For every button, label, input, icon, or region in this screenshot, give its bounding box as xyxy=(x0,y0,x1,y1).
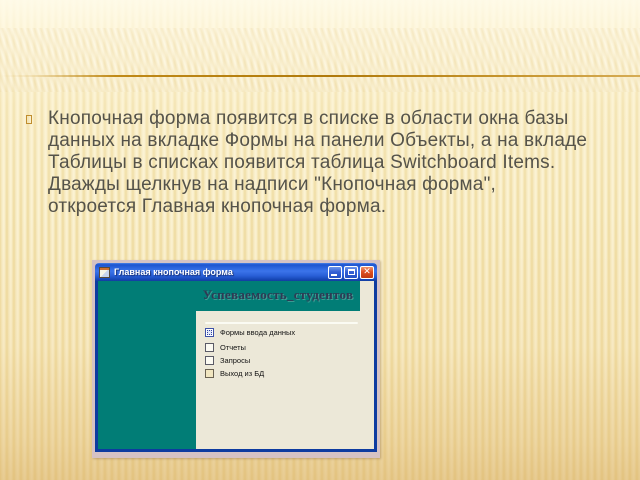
menu-item-data-entry-forms[interactable] xyxy=(205,326,295,338)
bullet-item xyxy=(26,108,611,218)
switchboard-body xyxy=(95,281,377,452)
screenshot-frame xyxy=(92,260,380,458)
minimize-button[interactable] xyxy=(328,266,342,279)
menu-item-exit-db[interactable] xyxy=(205,367,264,379)
menu-item-queries[interactable] xyxy=(205,354,250,366)
bullet-line: откроется Главная кнопочная форма. xyxy=(48,196,387,217)
menu-item-label: Выход из БД xyxy=(220,368,265,378)
menu-button-icon[interactable] xyxy=(205,328,214,337)
menu-item-label: Формы ввода данных xyxy=(220,327,296,337)
menu-separator-line xyxy=(205,322,358,324)
window-title: Главная кнопочная форма xyxy=(114,267,233,277)
bullet-marker-icon xyxy=(26,115,32,124)
body-text-block xyxy=(26,108,611,218)
window-controls xyxy=(328,266,374,279)
minimize-icon xyxy=(331,274,337,276)
bullet-line: данных на вкладке Формы на панели Объекты, а на вкладе xyxy=(48,130,588,151)
maximize-button[interactable] xyxy=(344,266,358,279)
bullet-text xyxy=(48,108,611,218)
window-titlebar[interactable] xyxy=(95,263,377,281)
close-button[interactable] xyxy=(360,266,374,279)
menu-item-label: Запросы xyxy=(220,355,251,365)
title-divider-line xyxy=(0,75,640,77)
close-icon: ✕ xyxy=(363,266,371,277)
menu-button-icon[interactable] xyxy=(205,343,214,352)
menu-button-icon[interactable] xyxy=(205,356,214,365)
menu-item-reports[interactable] xyxy=(205,341,246,353)
bullet-line: Кнопочная форма появится в списке в области окна базы xyxy=(48,108,569,129)
bullet-line: Таблицы в списках появится таблица Switchboard Items. xyxy=(48,152,556,173)
menu-button-icon[interactable] xyxy=(205,369,214,378)
maximize-icon xyxy=(348,269,355,275)
background-texture-band xyxy=(0,28,640,92)
switchboard-window xyxy=(95,263,377,455)
bullet-line: Дважды щелкнув на надписи "Кнопочная форма", xyxy=(48,174,496,195)
menu-item-label: Отчеты xyxy=(220,342,246,352)
switchboard-form-title: Успеваемость_студентов xyxy=(202,287,354,302)
form-window-icon xyxy=(99,267,110,278)
